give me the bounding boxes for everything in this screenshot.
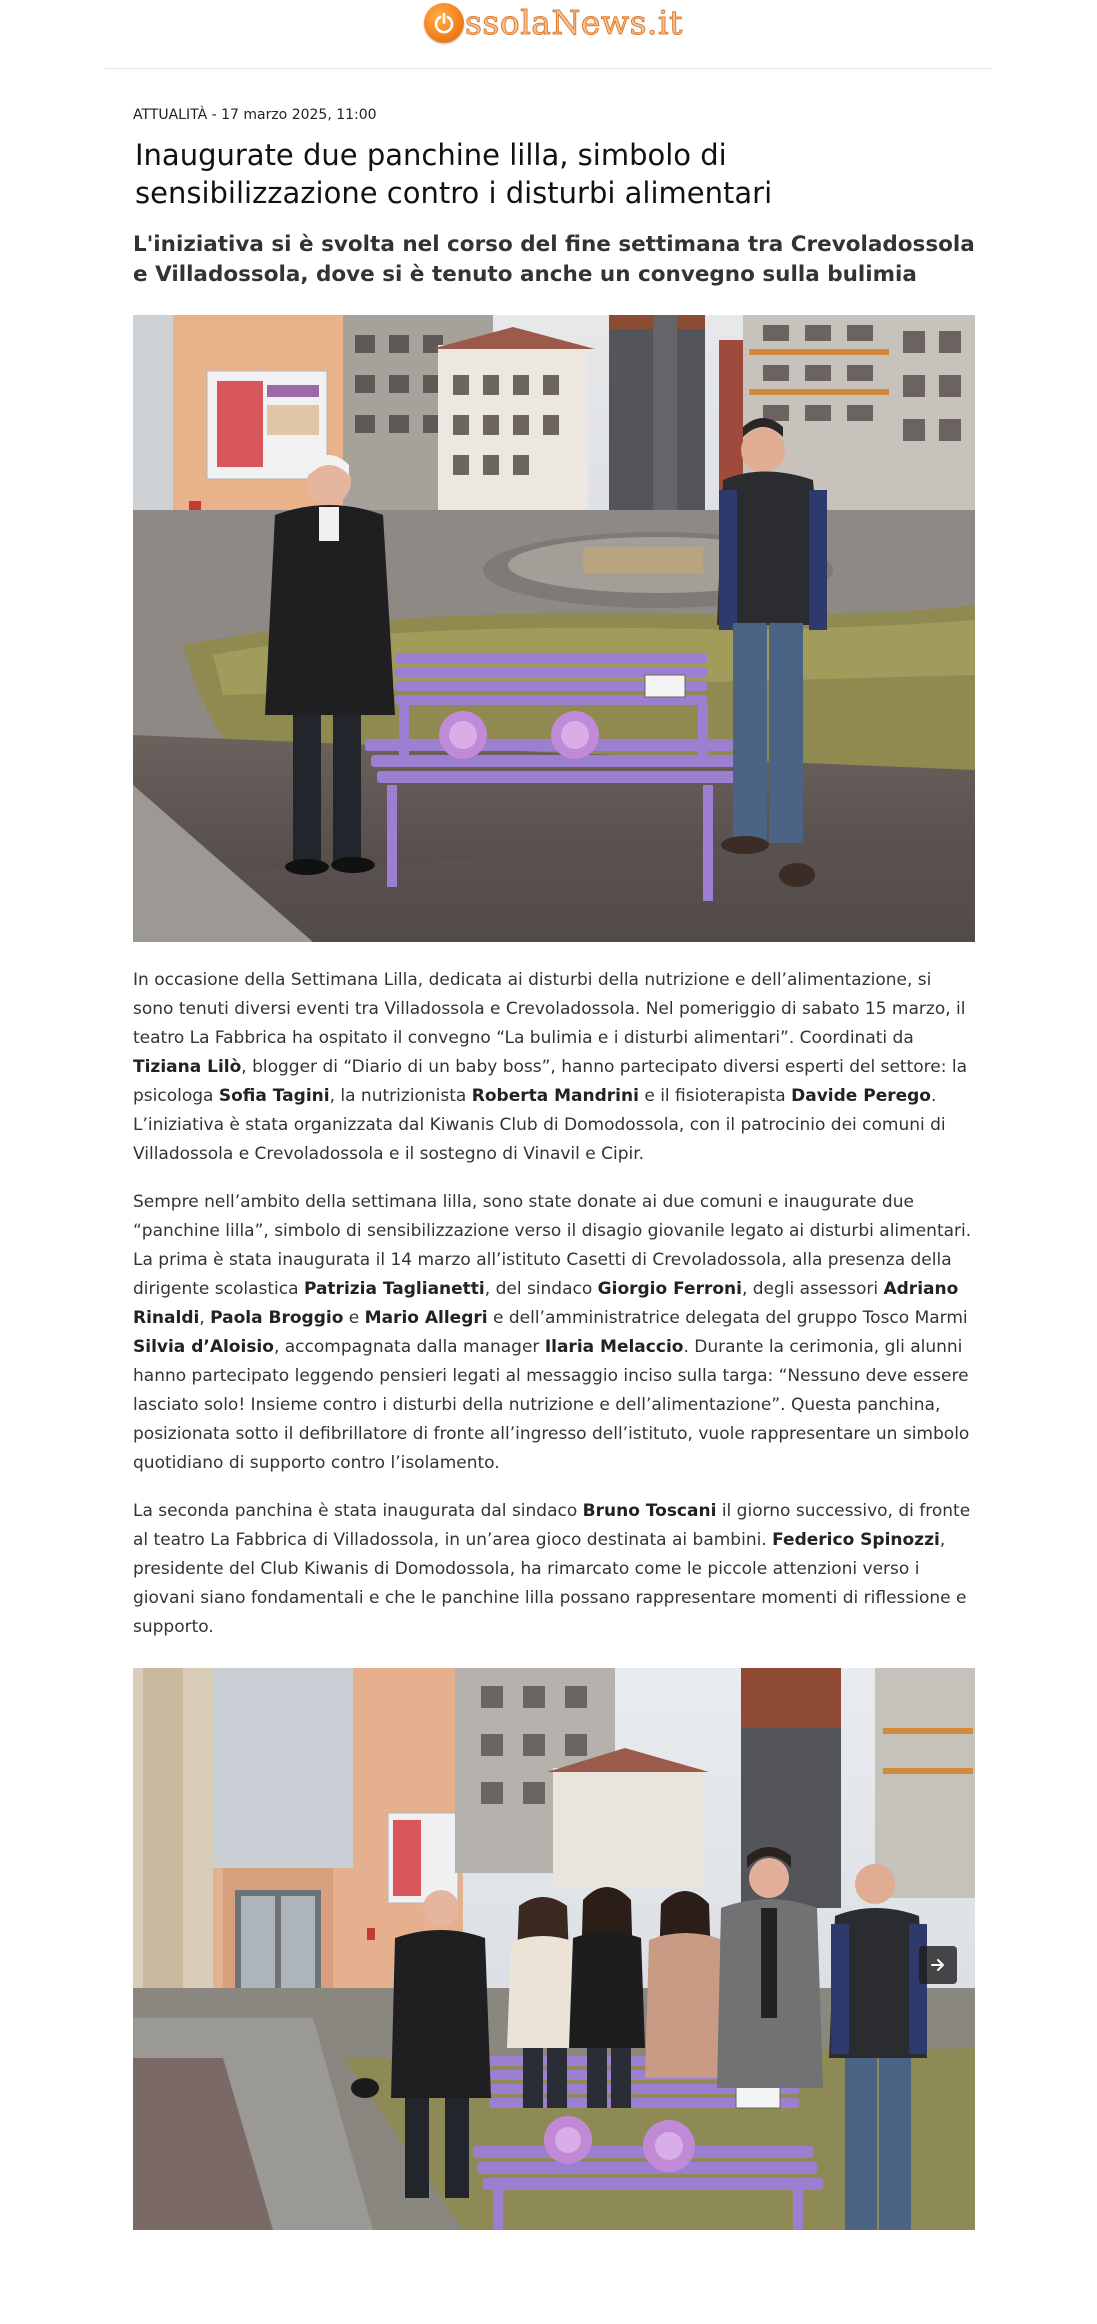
paragraph-text: , la nutrizionista	[329, 1086, 472, 1106]
site-header	[0, 0, 1097, 46]
article-title: Inaugurate due panchine lilla, simbolo di sensibilizzazione contro i disturbi alimentari	[135, 138, 773, 210]
paragraph-text: , degli assessori	[741, 1279, 884, 1299]
person-name: Davide Perego	[791, 1086, 931, 1106]
person-name: Mario Allegri	[364, 1308, 488, 1328]
article-body	[133, 966, 975, 1642]
person-name: Roberta Mandrini	[471, 1086, 639, 1106]
person-name: Patrizia Taglianetti	[303, 1279, 485, 1299]
article	[133, 100, 975, 2230]
person-name: Bruno Toscani	[582, 1501, 717, 1521]
article-paragraph-2	[133, 1188, 975, 1478]
header-divider	[105, 68, 992, 69]
power-icon	[424, 3, 464, 43]
paragraph-text: In occasione della Settimana Lilla, dedicata ai disturbi della nutrizione e dell’alimentazione, si sono tenuti diversi eventi tra Villadossola e Crevoladossola. Nel pomeriggio di sabato 15 marzo, il teatro La Fabbrica ha ospitato il convegno “La bulimia e i disturbi alimentari”. Coordinati da	[133, 970, 966, 1048]
paragraph-text: , presidente del Club Kiwanis di Domodossola, ha rimarcato come le piccole attenzioni verso i giovani siano fondamentali e che le panchine lilla possano rappresentare momenti di riflessione e supporto.	[133, 1530, 967, 1637]
paragraph-text: e	[343, 1308, 365, 1328]
paragraph-text: e il fisioterapista	[638, 1086, 792, 1106]
paragraph-text: , accompagnata dalla manager	[273, 1337, 545, 1357]
paragraph-text: . L’iniziativa è stata organizzata dal Kiwanis Club di Domodossola, con il patrocinio dei comuni di Villadossola e Crevoladossola e il sostegno di Vinavil e Cipir.	[133, 1086, 946, 1164]
person-name: Adriano Rinaldi	[133, 1279, 959, 1328]
paragraph-text: , del sindaco	[484, 1279, 598, 1299]
paragraph-text: e dell’amministratrice delegata del gruppo Tosco Marmi	[487, 1308, 968, 1328]
article-photo-bench	[133, 315, 975, 942]
paragraph-text: ,	[199, 1308, 211, 1328]
person-name: Giorgio Ferroni	[597, 1279, 742, 1299]
person-name: Federico Spinozzi	[772, 1530, 940, 1550]
article-paragraph-3	[133, 1497, 975, 1642]
person-name: Silvia d’Aloisio	[133, 1337, 274, 1357]
paragraph-text: Sempre nell’ambito della settimana lilla, sono state donate ai due comuni e inaugurate due “panchine lilla”, simbolo di sensibilizzazione verso il disagio giovanile legato ai disturbi alimentari. La prima è stata inaugurata il 14 marzo all’istituto Casetti di Crevoladossola, alla presenza della dirigente scolastica	[133, 1192, 972, 1299]
article-paragraph-1	[133, 966, 975, 1169]
person-name: Tiziana Lilò	[133, 1057, 242, 1077]
paragraph-text: , blogger di “Diario di un baby boss”, hanno partecipato diversi esperti del settore: la psicologa	[133, 1057, 967, 1106]
site-logo[interactable]	[424, 2, 683, 44]
person-name: Paola Broggio	[210, 1308, 344, 1328]
logo-text: ssolaNews.it	[465, 3, 683, 42]
article-category-date: ATTUALITÀ - 17 marzo 2025, 11:00	[133, 107, 377, 123]
person-name: Sofia Tagini	[218, 1086, 330, 1106]
paragraph-text: . Durante la cerimonia, gli alunni hanno partecipato leggendo pensieri legati al messaggio inciso sulla targa: “Nessuno deve essere lasciato solo! Insieme contro i disturbi della nutrizione e dell’alimentazione”. Questa panchina, posizionata sotto il defibrillatore di fronte all’ingresso dell’istituto, vuole rappresentare un simbolo quotidiano di supporto contro l’isolamento.	[133, 1337, 970, 1473]
arrow-right-icon	[929, 1956, 947, 1974]
article-subtitle: L'iniziativa si è svolta nel corso del fine settimana tra Crevoladossola e Villadossola, dove si è tenuto anche un convegno sulla bulimia	[133, 232, 975, 287]
paragraph-text: il giorno successivo, di fronte al teatro La Fabbrica di Villadossola, in un’area gioco destinata ai bambini.	[133, 1501, 971, 1550]
paragraph-text: La seconda panchina è stata inaugurata dal sindaco	[133, 1501, 583, 1521]
person-name: Ilaria Melaccio	[544, 1337, 684, 1357]
gallery-next-button[interactable]	[919, 1946, 957, 1984]
article-gallery	[133, 1668, 975, 2230]
